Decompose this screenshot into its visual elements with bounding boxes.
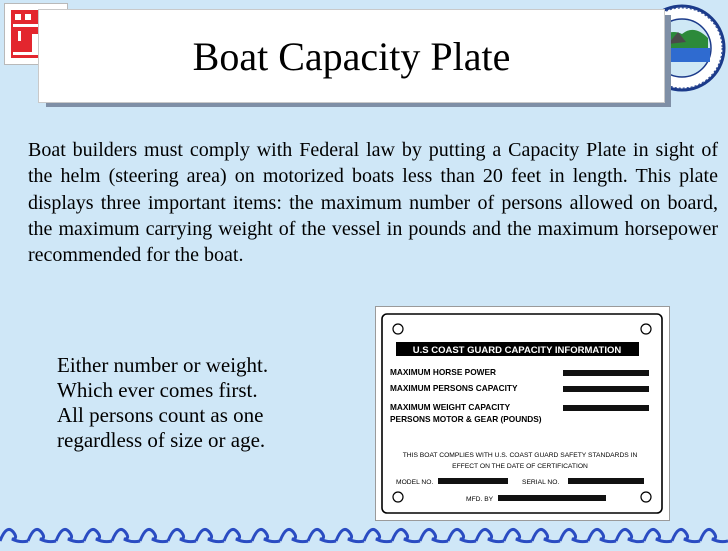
capacity-plate-image bbox=[375, 306, 670, 521]
plate-row: MAXIMUM WEIGHT CAPACITY bbox=[390, 402, 511, 412]
wave-curl bbox=[588, 529, 616, 541]
wave-curl bbox=[84, 529, 112, 541]
wave-curl bbox=[420, 529, 448, 541]
wave-curl bbox=[700, 529, 728, 541]
wave-curl bbox=[308, 529, 336, 541]
slide-title: Boat Capacity Plate bbox=[38, 9, 665, 103]
wave-curl bbox=[364, 529, 392, 541]
mfd-label: MFD. BY bbox=[466, 496, 494, 503]
wave-border bbox=[0, 519, 728, 546]
note-line: Which ever comes first. bbox=[57, 378, 258, 402]
serial-label: SERIAL NO. bbox=[522, 479, 560, 486]
model-label: MODEL NO. bbox=[396, 479, 434, 486]
compliance-line: THIS BOAT COMPLIES WITH U.S. COAST GUARD SAFETY STANDARDS IN bbox=[402, 452, 638, 459]
note-line: Either number or weight. bbox=[57, 353, 269, 377]
wave-pattern bbox=[0, 519, 728, 546]
plate-row: PERSONS MOTOR & GEAR (POUNDS) bbox=[390, 414, 542, 424]
wave-curl bbox=[448, 529, 476, 541]
wave-curl bbox=[644, 529, 672, 541]
wave-curl bbox=[672, 529, 700, 541]
wave-curl bbox=[336, 529, 364, 541]
body-paragraph: Boat builders must comply with Federal law by putting a Capacity Plate in sight of the helm (steering area) on motorized boats less than 20 feet in length. This plate displays three important items: the maximum number of persons allowed on board, the maximum carrying weight of the vessel in pounds and the maximum horsepower recommended for the boat. bbox=[28, 139, 718, 267]
wave-curl bbox=[168, 529, 196, 541]
wave-curl bbox=[280, 529, 308, 541]
wave-curl bbox=[392, 529, 420, 541]
wave-curl bbox=[28, 529, 56, 541]
notes-list bbox=[57, 353, 268, 453]
wave-curl bbox=[532, 529, 560, 541]
wave-curl bbox=[560, 529, 588, 541]
wave-curl bbox=[112, 529, 140, 541]
wave-curl bbox=[252, 529, 280, 541]
wave-curl bbox=[0, 529, 28, 541]
wave-curl bbox=[504, 529, 532, 541]
wave-curl bbox=[476, 529, 504, 541]
wave-curl bbox=[56, 529, 84, 541]
wave-curl bbox=[616, 529, 644, 541]
wave-curl bbox=[140, 529, 168, 541]
plate-row: MAXIMUM PERSONS CAPACITY bbox=[390, 383, 518, 393]
note-line: All persons count as one bbox=[57, 403, 264, 427]
compliance-line: EFFECT ON THE DATE OF CERTIFICATION bbox=[452, 463, 588, 470]
plate-row: MAXIMUM HORSE POWER bbox=[390, 367, 497, 377]
plate-header: U.S COAST GUARD CAPACITY INFORMATION bbox=[412, 345, 622, 356]
wave-curl bbox=[196, 529, 224, 541]
note-line: regardless of size or age. bbox=[57, 428, 266, 452]
wave-curl bbox=[224, 529, 252, 541]
